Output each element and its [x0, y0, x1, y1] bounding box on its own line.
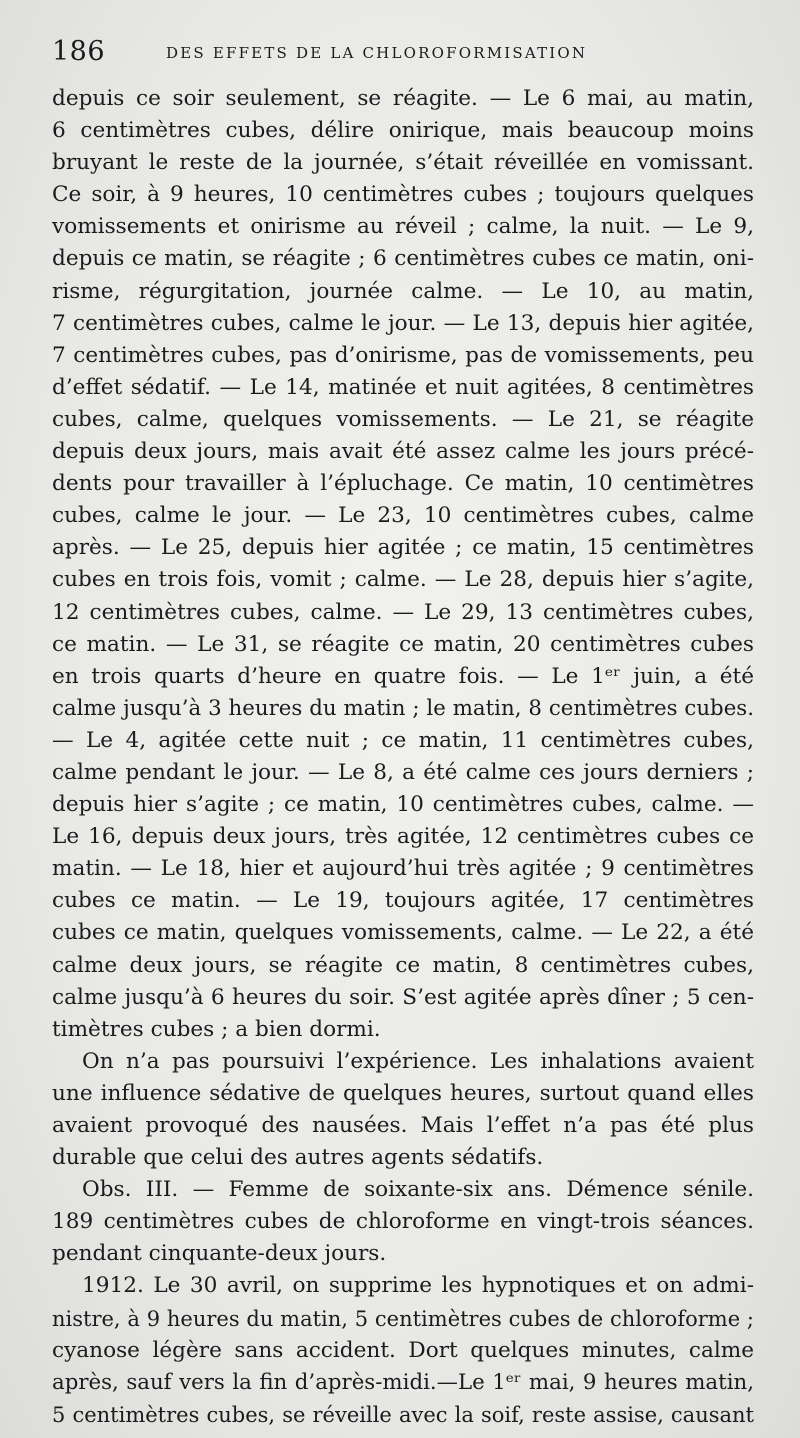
- text-line: avaient provoqué des nausées. Mais l’effet n’a pas été plus: [52, 1113, 754, 1138]
- text-line: dents pour travailler à l’épluchage. Ce matin, 10 centimètres: [52, 471, 754, 497]
- text-line: durable que celui des autres agents sédatifs.: [52, 1145, 544, 1171]
- text-line: 189 centimètres cubes de chloroforme en vingt-trois séances.: [52, 1209, 754, 1235]
- text-line: 7 centimètres cubes, calme le jour. — Le 13, depuis hier agitée,: [52, 310, 754, 336]
- text-line: cubes en trois fois, vomit ; calme. — Le 28, depuis hier s’agite,: [52, 567, 754, 593]
- text-line: en trois quarts d’heure en quatre fois. — Le 1ᵉʳ juin, a été: [52, 663, 754, 689]
- text-line: 6 centimètres cubes, délire onirique, mais beaucoup moins: [52, 118, 754, 144]
- text-line: depuis ce soir seulement, se réagite. — Le 6 mai, au matin,: [52, 86, 754, 111]
- text-line: calme jusqu’à 3 heures du matin ; le matin, 8 centimètres cubes.: [52, 695, 754, 721]
- text-line: — Le 4, agitée cette nuit ; ce matin, 11 centimètres cubes,: [52, 727, 754, 753]
- text-line: 12 centimètres cubes, calme. — Le 29, 13 centimètres cubes,: [52, 599, 754, 625]
- text-line: Obs. III. — Femme de soixante-six ans. Démence sénile.: [82, 1177, 754, 1203]
- text-line: calme pendant le jour. — Le 8, a été calme ces jours derniers ;: [52, 759, 754, 785]
- text-line: Ce soir, à 9 heures, 10 centimètres cubes ; toujours quelques: [52, 182, 754, 208]
- text-line: calme jusqu’à 6 heures du soir. S’est agitée après dîner ; 5 cen-: [52, 984, 754, 1010]
- text-line: On n’a pas poursuivi l’expérience. Les inhalations avaient: [82, 1048, 754, 1074]
- text-line: cubes ce matin. — Le 19, toujours agitée, 17 centimètres: [52, 888, 754, 914]
- text-line: vomissements et onirisme au réveil ; calme, la nuit. — Le 9,: [52, 214, 754, 240]
- text-line: pendant cinquante-deux jours.: [52, 1241, 387, 1267]
- text-line: matin. — Le 18, hier et aujourd’hui très agitée ; 9 centimètres: [52, 856, 754, 882]
- text-line: depuis hier s’agite ; ce matin, 10 centimètres cubes, calme. —: [52, 792, 754, 818]
- text-line: cubes, calme, quelques vomissements. — Le 21, se réagite: [52, 406, 754, 432]
- text-line: Le 16, depuis deux jours, très agitée, 12 centimètres cubes ce: [52, 824, 754, 850]
- text-line: cubes, calme le jour. — Le 23, 10 centimètres cubes, calme: [52, 503, 754, 529]
- text-line: 1912. Le 30 avril, on supprime les hypnotiques et on admi-: [82, 1273, 754, 1299]
- text-line: calme deux jours, se réagite ce matin, 8 centimètres cubes,: [52, 952, 754, 978]
- text-line: cyanose légère sans accident. Dort quelques minutes, calme: [52, 1337, 754, 1363]
- text-line: 7 centimètres cubes, pas d’onirisme, pas de vomissements, peu: [52, 342, 754, 368]
- text-line: depuis ce matin, se réagite ; 6 centimètres cubes ce matin, oni-: [52, 246, 754, 272]
- text-line: nistre, à 9 heures du matin, 5 centimètres cubes de chloroforme ;: [52, 1306, 754, 1331]
- text-line: ce matin. — Le 31, se réagite ce matin, 20 centimètres cubes: [52, 631, 754, 657]
- text-line: risme, régurgitation, journée calme. — Le 10, au matin,: [52, 278, 754, 304]
- text-line: bruyant le reste de la journée, s’était réveillée en vomissant.: [52, 150, 754, 176]
- page-number: 186: [52, 36, 106, 67]
- text-line: timètres cubes ; a bien dormi.: [52, 1016, 381, 1042]
- text-line: une influence sédative de quelques heures, surtout quand elles: [52, 1080, 754, 1106]
- text-line: cubes ce matin, quelques vomissements, calme. — Le 22, a été: [52, 920, 754, 946]
- text-line: 5 centimètres cubes, se réveille avec la soif, reste assise, causant: [52, 1402, 754, 1427]
- running-head: DES EFFETS DE LA CHLOROFORMISATION: [166, 44, 588, 62]
- text-line: après, sauf vers la fin d’après-midi.—Le 1ᵉʳ mai, 9 heures matin,: [52, 1369, 754, 1395]
- text-line: après. — Le 25, depuis hier agitée ; ce matin, 15 centimètres: [52, 535, 754, 561]
- body-text: [52, 83, 754, 1431]
- page-header: [52, 36, 752, 66]
- text-line: depuis deux jours, mais avait été assez calme les jours précé-: [52, 439, 754, 465]
- text-line: d’effet sédatif. — Le 14, matinée et nuit agitées, 8 centimètres: [52, 374, 754, 400]
